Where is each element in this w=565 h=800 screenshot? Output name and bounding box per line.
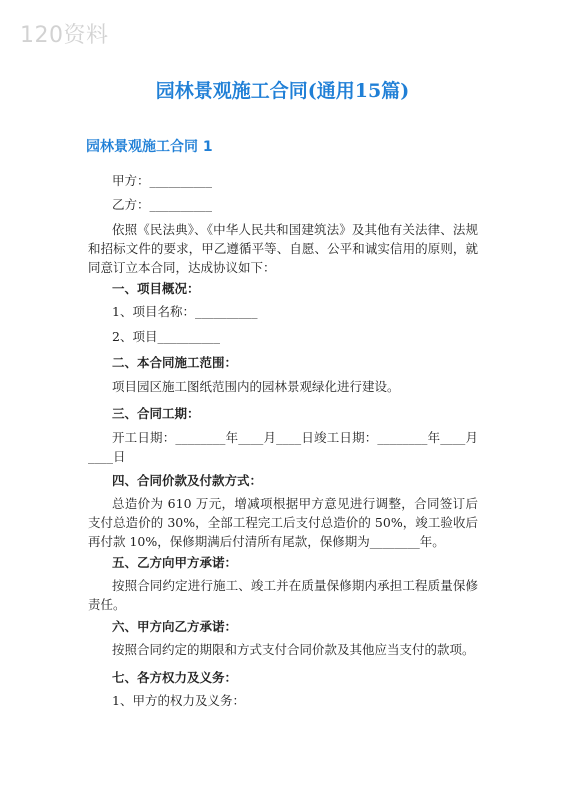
scope-text: 项目园区施工图纸范围内的园林景观绿化进行建设。 (112, 379, 400, 394)
party-b-line: 乙方：__________ (112, 197, 213, 212)
party-a-line: 甲方：__________ (112, 173, 213, 188)
heading-contractor-promise: 五、乙方向甲方承诺： (112, 555, 238, 570)
heading-payment: 四、合同价款及付款方式： (112, 473, 263, 488)
document-title: 园林景观施工合同(通用15篇) (155, 80, 410, 102)
period-text: 开工日期：________年____月____日竣工日期：________年____月____日 (88, 430, 478, 464)
contractor-promise-text: 按照合同约定进行施工、竣工并在质量保修期内承担工程质量保修责任。 (88, 578, 478, 612)
section-title: 园林景观施工合同 1 (86, 139, 213, 155)
heading-scope: 二、本合同施工范围： (112, 355, 238, 370)
owner-promise-text: 按照合同约定的期限和方式支付合同价款及其他应当支付的款项。 (112, 642, 475, 657)
heading-project-overview: 一、项目概况： (112, 281, 200, 296)
heading-owner-promise: 六、甲方向乙方承诺： (112, 619, 238, 634)
heading-period: 三、合同工期： (112, 406, 200, 421)
heading-rights: 七、各方权力及义务： (112, 670, 238, 685)
intro-paragraph: 依照《民法典》、《中华人民共和国建筑法》及其他有关法律、法规和招标文件的要求，甲乙遵循平等、自愿、公平和诚实信用的原则，就同意订立本合同，达成协议如下： (88, 222, 478, 275)
payment-paragraph: 总造价为 610 万元，增减项根据甲方意见进行调整，合同签订后支付总造价的 30%，全部工程完工后支付总造价的 50%，竣工验收后再付款 10%，保修期满后付清所有尾款，保修期为________年。 (88, 496, 478, 549)
watermark: 120资料 (20, 23, 109, 48)
owner-rights-line: 1、甲方的权力及义务： (112, 693, 245, 708)
project-name-line: 1、项目名称：__________ (112, 304, 258, 319)
project-line: 2、项目__________ (112, 329, 220, 344)
